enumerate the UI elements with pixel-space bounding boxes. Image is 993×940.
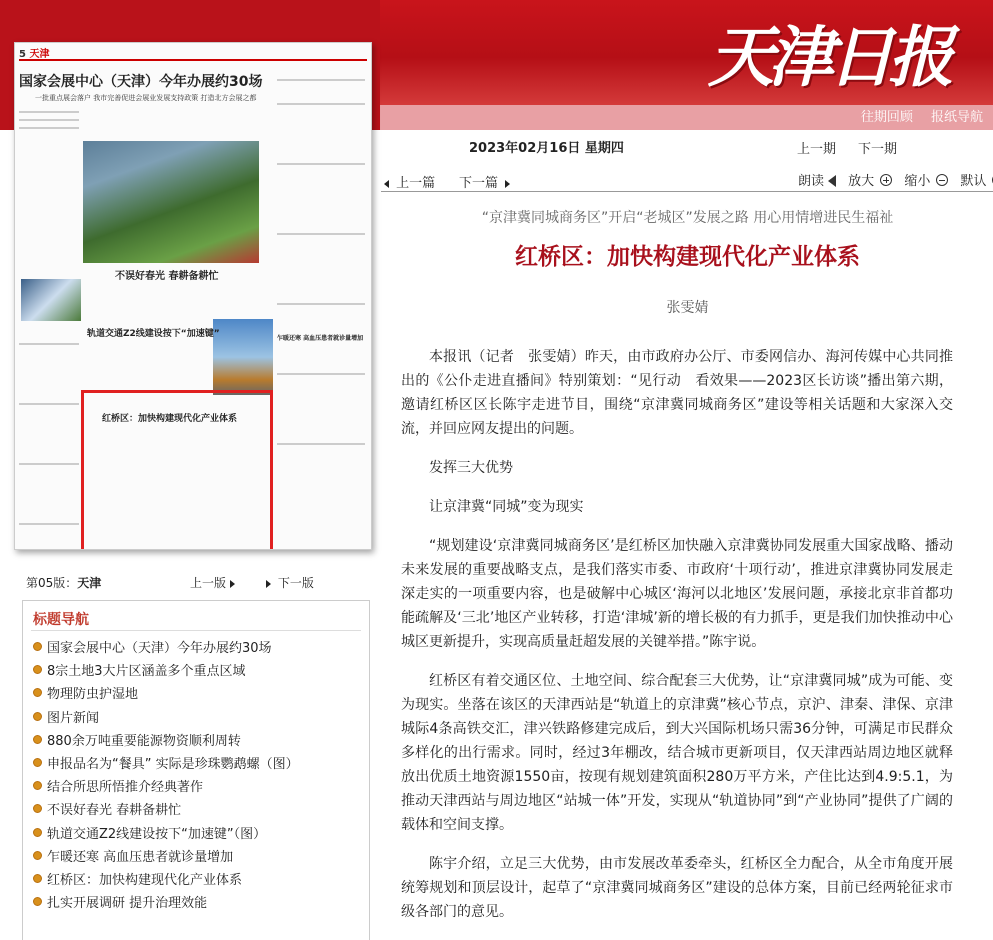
next-article-label: 下一篇: [459, 176, 499, 191]
text-block: [19, 403, 79, 405]
bullet-icon: [33, 712, 42, 721]
nav-item[interactable]: [33, 730, 299, 753]
thumbnail-headline[interactable]: 乍暖还寒 高血压患者就诊量增加: [277, 335, 364, 342]
zoom-out-label: 缩小: [904, 174, 931, 189]
next-issue-link[interactable]: 下一期: [858, 142, 898, 157]
article-subheading: 发挥三大优势: [429, 460, 513, 476]
nav-item[interactable]: [33, 637, 299, 660]
text-block: [19, 463, 79, 465]
issue-date: 2023年02月16日 星期四: [469, 141, 624, 156]
nav-item-label[interactable]: 轨道交通Z2线建设按下“加速键”（图）: [47, 826, 267, 842]
bullet-icon: [33, 781, 42, 790]
text-block: [277, 303, 365, 305]
text-block: [277, 233, 365, 235]
nav-item[interactable]: [33, 799, 299, 822]
bullet-icon: [33, 804, 42, 813]
nav-item-label[interactable]: 乍暖还寒 高血压患者就诊量增加: [47, 849, 234, 865]
article-paragraph: 红桥区有着交通区位、土地空间、综合配套三大优势，让“京津冀同城”成为可能、变为现实。坐落在该区的天津西站是“轨道上的京津冀”核心节点，京沪、津秦、津保、京津城际4条高铁交汇，津兴铁路修建完成后，到大兴国际机场只需36分钟，可满足市民群众多样化的出行需求。同时，经过3年棚改，结合城市更新项目，仅天津西站周边地区就释放出优质土地资源1550亩，按现有规划建筑面积280万平方米，产住比达到4.9:5.1，为推动天津西站与周边地区“站城一体”开发，实现从“轨道协同”到“产业协同”提供了广阔的载体和空间支撑。: [401, 673, 953, 833]
nav-item-label[interactable]: 880余万吨重要能源物资顺利周转: [47, 733, 241, 749]
nav-item-label[interactable]: 图片新闻: [47, 710, 100, 726]
next-page-label: 下一版: [277, 576, 314, 590]
text-block: [19, 343, 79, 345]
next-page-link[interactable]: [266, 574, 314, 591]
prev-article-label: 上一篇: [396, 176, 436, 191]
article-title: 红桥区：加快构建现代化产业体系: [515, 244, 860, 270]
top-nav-archive[interactable]: 往期回顾: [860, 110, 913, 125]
bullet-icon: [33, 665, 42, 674]
text-block: [19, 119, 79, 121]
nav-item-label[interactable]: 8宗土地3大片区涵盖多个重点区域: [47, 664, 246, 680]
thumbnail-page-no: 5: [19, 49, 26, 60]
text-block: [19, 111, 79, 113]
nav-item-label[interactable]: 结合所思所悟推介经典著作: [47, 780, 204, 796]
article-paragraph: 陈宇介绍，立足三大优势，由市发展改革委牵头，红桥区全力配合，从全市角度开展统筹规划和顶层设计，起草了“京津冀同城商务区”建设的总体方案，目前已经两轮征求市级各部门的意见。: [401, 856, 953, 920]
text-block: [277, 103, 365, 105]
nav-item-label[interactable]: 扎实开展调研 提升治理效能: [47, 896, 208, 912]
default-size-label: 默认: [960, 174, 987, 189]
thumbnail-section: 天津: [29, 49, 50, 60]
nav-item[interactable]: [33, 683, 299, 706]
page-label: [26, 574, 101, 591]
nav-item[interactable]: [33, 753, 299, 776]
bullet-icon: [33, 642, 42, 651]
divider: [31, 630, 361, 631]
arrow-right-icon: [266, 580, 271, 588]
page-label-name: 天津: [77, 576, 102, 590]
zoom-in-button[interactable]: [848, 174, 896, 189]
minus-icon: [936, 174, 948, 186]
text-block: [19, 523, 79, 525]
nav-item-label[interactable]: 不误好春光 春耕备耕忙: [47, 803, 182, 819]
read-aloud-label: 朗读: [798, 174, 825, 189]
default-size-button[interactable]: [960, 174, 993, 189]
text-block: [19, 127, 79, 129]
thumbnail-photo-farm[interactable]: [83, 141, 259, 263]
top-nav-paper[interactable]: 报纸导航: [930, 110, 983, 125]
arrow-right-icon: [230, 580, 235, 588]
top-nav: [847, 106, 983, 125]
nav-item-label[interactable]: 物理防虫护湿地: [47, 687, 139, 703]
bullet-icon: [33, 851, 42, 860]
arrow-right-icon: [505, 180, 510, 188]
reader-tools: [798, 170, 993, 189]
bullet-icon: [33, 828, 42, 837]
bullet-icon: [33, 874, 42, 883]
thumbnail-lead-sub: 一批重点展会落户 我市完善促进会展业发展支持政策 打造北方会展之都: [35, 94, 257, 102]
masthead-logo: 天津日报: [708, 18, 948, 96]
article-paragraph: “规划建设‘京津冀同城商务区’是红桥区加快融入京津冀协同发展重大国家战略、播动未来发展的重要战略支点，是我们落实市委、市政府‘十项行动’，推进京津冀协同发展走深走实的一项重要内容，也是破解中心城区‘海河以北地区’发展问题，承接北京非首都功能疏解及‘三北’地区产业转移，打造‘津城’新的增长极的有力抓手，更是我们加快推动中心城区更新提升，实现高质量赶超发展的关键举措。”陈宇说。: [401, 538, 953, 650]
nav-item-label[interactable]: 国家会展中心（天津）今年办展约30场: [47, 641, 272, 656]
thumbnail-header: [19, 45, 367, 61]
arrow-left-icon: [384, 180, 389, 188]
zoom-out-button[interactable]: [904, 174, 952, 189]
thumbnail-headline[interactable]: 不误好春光 春耕备耕忙: [115, 271, 219, 282]
prev-page-link[interactable]: [190, 574, 238, 591]
nav-item[interactable]: [33, 869, 299, 892]
prev-issue-link[interactable]: 上一期: [797, 142, 837, 157]
text-block: [277, 79, 365, 81]
text-block: [277, 443, 365, 445]
prev-page-label: 上一版: [190, 576, 227, 590]
nav-item[interactable]: [33, 707, 299, 730]
bullet-icon: [33, 758, 42, 767]
thumbnail-headline[interactable]: 轨道交通Z2线建设按下“加速键”: [87, 329, 220, 339]
speaker-icon: [828, 175, 836, 187]
thumbnail-photo-small[interactable]: [21, 279, 81, 321]
article-body: [401, 345, 953, 939]
thumbnail-headline[interactable]: 红桥区：加快构建现代化产业体系: [102, 414, 238, 424]
next-article-link[interactable]: [459, 172, 513, 191]
title-nav-heading: 标题导航: [33, 612, 89, 628]
divider: [381, 191, 993, 192]
thumbnail-current-article-highlight[interactable]: [81, 390, 273, 550]
nav-item-label[interactable]: 申报品名为“餐具” 实际是珍珠鹦鹉螺（图）: [47, 756, 299, 772]
nav-item-label[interactable]: 红桥区：加快构建现代化产业体系: [47, 872, 243, 888]
prev-article-link[interactable]: [384, 172, 435, 191]
article-author: 张雯婧: [666, 300, 709, 316]
article-kicker: “京津冀同城商务区”开启“老城区”发展之路 用心用情增进民生福祉: [481, 210, 894, 226]
nav-item[interactable]: [33, 823, 299, 846]
article-subheading: 让京津冀“同城”变为现实: [429, 499, 584, 515]
title-nav-list: [33, 637, 299, 915]
thumbnail-lead-headline[interactable]: 国家会展中心（天津）今年办展约30场: [19, 74, 263, 90]
bullet-icon: [33, 688, 42, 697]
nav-item[interactable]: [33, 660, 299, 683]
article-paragraph: 本报讯（记者 张雯婧）昨天，由市政府办公厅、市委网信办、海河传媒中心共同推出的《公仆走进直播间》特别策划：“见行动 看效果——2023区长访谈”播出第六期，邀请红桥区区长陈宇走进节目，围绕“京津冀同城商务区”建设等相关话题和大家深入交流，并回应网友提出的问题。: [401, 349, 953, 437]
title-nav-panel: [22, 600, 370, 940]
nav-item[interactable]: [33, 846, 299, 869]
bullet-icon: [33, 735, 42, 744]
nav-item[interactable]: [33, 892, 299, 915]
plus-icon: [880, 174, 892, 186]
thumbnail-photo-construction[interactable]: [213, 319, 273, 395]
zoom-in-label: 放大: [848, 174, 875, 189]
page-thumbnail[interactable]: [14, 42, 372, 550]
read-aloud-button[interactable]: [798, 174, 840, 189]
text-block: [277, 163, 365, 165]
nav-item[interactable]: [33, 776, 299, 799]
page-label-prefix: 第05版：: [26, 576, 78, 590]
bullet-icon: [33, 897, 42, 906]
text-block: [277, 373, 365, 375]
